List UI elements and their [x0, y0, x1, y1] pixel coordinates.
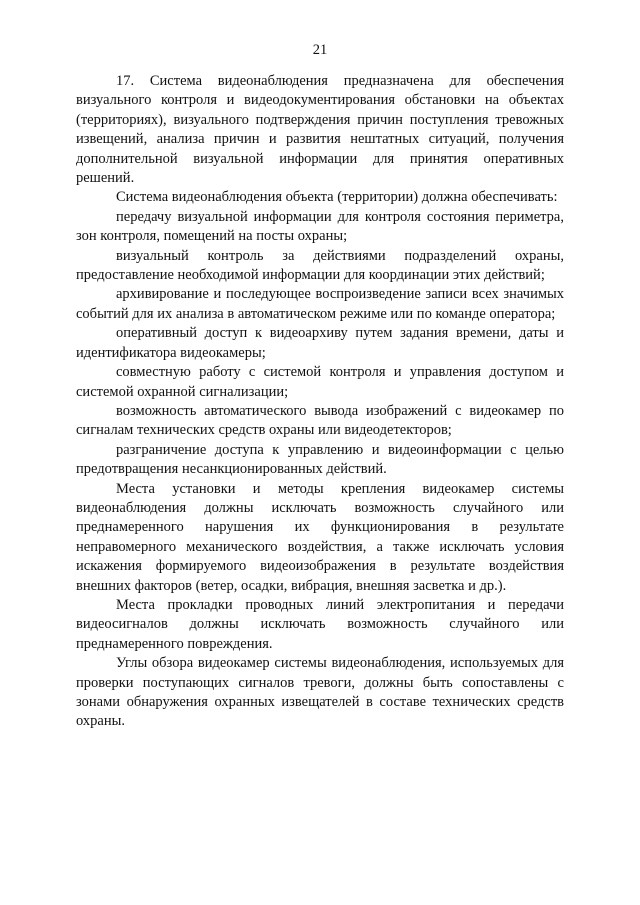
paragraph-requirement-auto-output: возможность автоматического вывода изображений с видеокамер по сигналам технических средств охраны или видеодетекторов; — [76, 402, 564, 439]
paragraph-requirement-archiving: архивирование и последующее воспроизведение записи всех значимых событий для их анализа в автоматическом режиме или по команде оператора; — [76, 286, 564, 322]
paragraph-requirements-lead: Система видеонаблюдения объекта (территории) должна обеспечивать: — [116, 189, 558, 206]
page-number: 21 — [312, 42, 328, 58]
paragraph-requirement-archive-access: оперативный доступ к видеоархиву путем задания времени, даты и идентификатора видеокамеры; — [76, 325, 564, 361]
document-body — [76, 72, 564, 732]
paragraph-requirement-joint-operation: совместную работу с системой контроля и управления доступом и системой охранной сигнализации; — [76, 364, 564, 400]
paragraph-camera-mounting: Места установки и методы крепления видеокамер системы видеонаблюдения должны исключать возможность случайного или преднамеренного нарушения их функционирования в результате неправомерного механического воздействия, а также исключать условия искажения формируемого видеоизображения в результате воздействия внешних факторов (ветер, осадки, вибрация, внешняя засветка и др.). — [76, 480, 564, 594]
paragraph-camera-view-angles: Углы обзора видеокамер системы видеонаблюдения, используемых для проверки поступающих сигналов тревоги, должны быть сопоставлены с зонами обнаружения охранных извещателей в составе технических средств охраны. — [76, 655, 564, 730]
paragraph-item-17-intro: 17. Система видеонаблюдения предназначена для обеспечения визуального контроля и видеодокументирования обстановки на объектах (территориях), визуального подтверждения причин поступления тревожных извещений, анализа причин и развития нештатных ситуаций, получения дополнительной визуальной информации для принятия оперативных решений. — [76, 73, 564, 187]
paragraph-requirement-transmission: передачу визуальной информации для контроля состояния периметра, зон контроля, помещений на посты охраны; — [76, 208, 564, 245]
paragraph-requirement-visual-control: визуальный контроль за действиями подразделений охраны, предоставление необходимой информации для координации этих действий; — [76, 247, 564, 284]
paragraph-cable-routing: Места прокладки проводных линий электропитания и передачи видеосигналов должны исключать возможность случайного или преднамеренного повреждения. — [76, 596, 564, 652]
paragraph-requirement-access-separation: разграничение доступа к управлению и видеоинформации с целью предотвращения несанкционированных действий. — [76, 441, 564, 478]
